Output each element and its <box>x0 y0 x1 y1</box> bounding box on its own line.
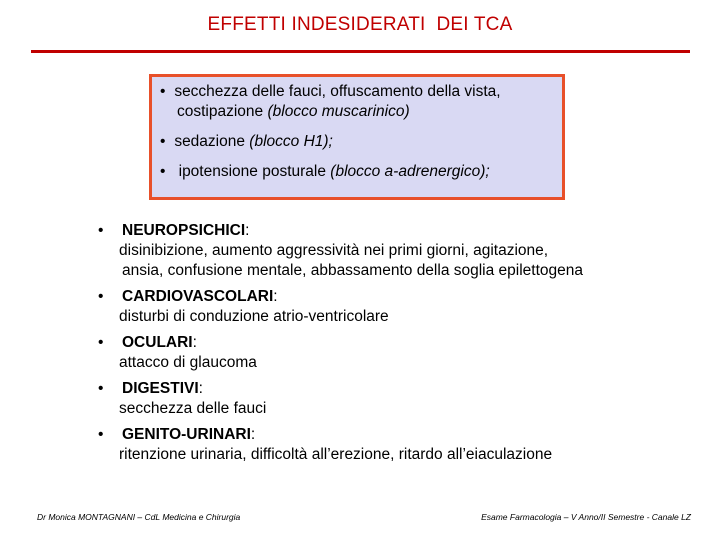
box-item-text: secchezza delle fauci, offuscamento della vista, <box>174 83 501 100</box>
category-name: DIGESTIVI <box>122 380 199 397</box>
category-heading <box>98 287 708 307</box>
category-description <box>98 445 708 465</box>
box-item-mechanism: (blocco H1); <box>249 133 333 150</box>
category-colon: : <box>273 288 278 305</box>
category-description <box>98 307 708 327</box>
box-item-mechanism: (blocco a-adrenergico); <box>330 163 490 180</box>
footer-course: Esame Farmacologia – V Anno/II Semestre - Canale LZ <box>481 512 691 522</box>
box-item-text: sedazione <box>174 133 250 150</box>
bullet-glyph: • <box>160 133 166 150</box>
category-oculari <box>98 333 708 373</box>
box-item-continuation <box>160 102 562 122</box>
bullet-glyph: • <box>160 163 166 180</box>
description-line: ansia, confusione mentale, abbassamento della soglia epilettogena <box>122 262 584 279</box>
category-description <box>98 399 708 419</box>
category-description <box>98 353 708 373</box>
category-heading <box>98 333 708 353</box>
description-line: disturbi di conduzione atrio-ventricolare <box>119 308 389 325</box>
description-line: secchezza delle fauci <box>119 400 267 417</box>
category-heading <box>98 221 708 241</box>
box-item-text: costipazione <box>177 103 268 120</box>
title-divider <box>31 50 690 53</box>
bullet-glyph: • <box>98 380 104 397</box>
category-colon: : <box>198 380 203 397</box>
description-line: ritenzione urinaria, difficoltà all’erezione, ritardo all’eiaculazione <box>119 446 553 463</box>
side-effects-list <box>98 221 708 471</box>
category-genito-urinari <box>98 425 708 465</box>
category-digestivi <box>98 379 708 419</box>
box-item-sedation <box>160 132 562 152</box>
category-cardiovascolari <box>98 287 708 327</box>
bullet-glyph: • <box>98 288 104 305</box>
category-name: GENITO-URINARI <box>122 426 251 443</box>
category-heading <box>98 379 708 399</box>
bullet-glyph: • <box>160 83 166 100</box>
description-line: disinibizione, aumento aggressività nei primi giorni, agitazione, <box>119 242 549 259</box>
category-colon: : <box>192 334 197 351</box>
description-line: attacco di glaucoma <box>119 354 257 371</box>
category-name: CARDIOVASCOLARI <box>122 288 274 305</box>
category-name: OCULARI <box>122 334 193 351</box>
bullet-glyph: • <box>98 222 104 239</box>
footer-author: Dr Monica MONTAGNANI – CdL Medicina e Chirurgia <box>37 512 241 522</box>
box-item-text: ipotensione posturale <box>174 163 331 180</box>
box-item-anticholinergic <box>160 82 562 122</box>
slide-title: EFFETTI INDESIDERATI DEI TCA <box>207 14 513 35</box>
box-item-hypotension <box>160 162 562 182</box>
category-colon: : <box>250 426 256 443</box>
category-colon: : <box>245 222 250 239</box>
category-neuropsichici <box>98 221 708 281</box>
bullet-glyph: • <box>98 334 104 351</box>
bullet-glyph: • <box>98 426 104 443</box>
category-description <box>98 241 708 281</box>
category-name: NEUROPSICHICI <box>122 222 246 239</box>
highlight-box <box>149 74 565 200</box>
category-heading <box>98 425 708 445</box>
box-item-mechanism: (blocco muscarinico) <box>267 103 410 120</box>
